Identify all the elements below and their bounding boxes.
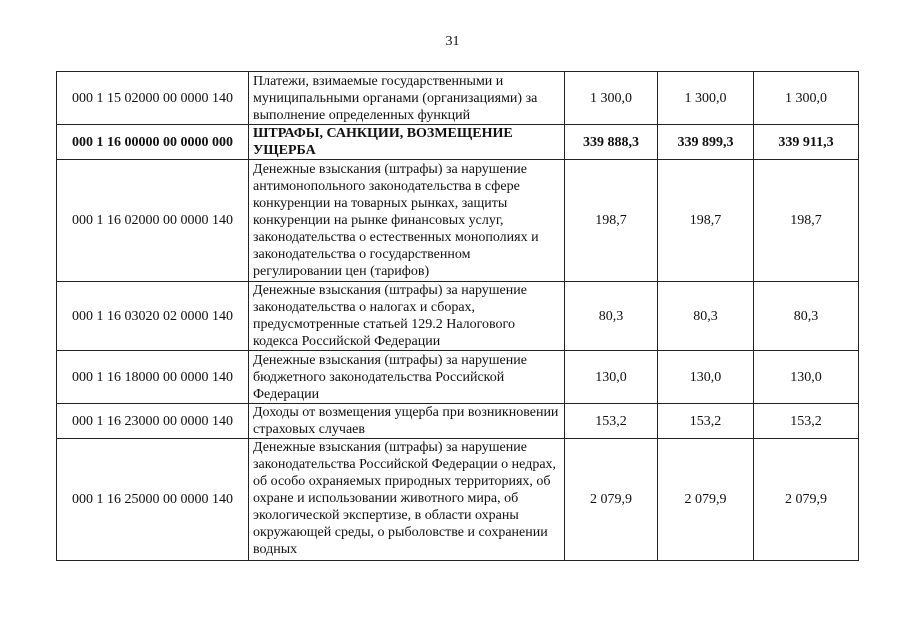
table-row [57, 282, 859, 351]
kbk-code-cell: 000 1 16 03020 02 0000 140 [57, 282, 249, 351]
description-cell [249, 439, 565, 561]
kbk-code-cell: 000 1 16 02000 00 0000 140 [57, 160, 249, 282]
amount-year2-cell: 1 300,0 [658, 72, 754, 125]
amount-year2-cell: 198,7 [658, 160, 754, 282]
kbk-code-cell: 000 1 16 00000 00 0000 000 [57, 125, 249, 160]
description-cell: Денежные взыскания (штрафы) за нарушение бюджетного законодательства Российской Федерации [249, 351, 565, 404]
description-cell: ШТРАФЫ, САНКЦИИ, ВОЗМЕЩЕНИЕ УЩЕРБА [249, 125, 565, 160]
table-row [57, 160, 859, 282]
amount-year2-cell: 339 899,3 [658, 125, 754, 160]
kbk-code-cell: 000 1 16 18000 00 0000 140 [57, 351, 249, 404]
description-cell: Денежные взыскания (штрафы) за нарушение антимонопольного законодательства в сфере конкуренции на товарных рынках, защиты конкуренции на рынке финансовых услуг, законодательства о естественных монополиях и законодательства о государственном регулировании цен (тарифов) [249, 160, 565, 282]
table-row [57, 351, 859, 404]
amount-year1-cell: 198,7 [565, 160, 658, 282]
amount-year3-cell: 130,0 [754, 351, 859, 404]
description-cell: Платежи, взимаемые государственными и муниципальными органами (организациями) за выполнение определенных функций [249, 72, 565, 125]
amount-year3-cell: 2 079,9 [754, 439, 859, 561]
amount-year1-cell: 153,2 [565, 404, 658, 439]
table-row [57, 72, 859, 125]
amount-year2-cell: 130,0 [658, 351, 754, 404]
kbk-code-cell: 000 1 15 02000 00 0000 140 [57, 72, 249, 125]
description-text: Денежные взыскания (штрафы) за нарушение законодательства Российской Федерации о недрах, об особо охраняемых природных территориях, об охране и использовании животного мира, об экологической экспертизе, в области охраны окружающей среды, о рыболовстве и сохранении водных [253, 440, 557, 557]
amount-year2-cell: 2 079,9 [658, 439, 754, 561]
budget-revenue-table [56, 71, 859, 561]
amount-year1-cell: 1 300,0 [565, 72, 658, 125]
description-cell: Денежные взыскания (штрафы) за нарушение законодательства о налогах и сборах, предусмотренные статьей 129.2 Налогового кодекса Российской Федерации [249, 282, 565, 351]
kbk-code-cell: 000 1 16 23000 00 0000 140 [57, 404, 249, 439]
table-row-truncated [57, 439, 859, 561]
amount-year1-cell: 2 079,9 [565, 439, 658, 561]
amount-year3-cell: 153,2 [754, 404, 859, 439]
amount-year1-cell: 80,3 [565, 282, 658, 351]
amount-year3-cell: 1 300,0 [754, 72, 859, 125]
amount-year2-cell: 153,2 [658, 404, 754, 439]
amount-year1-cell: 130,0 [565, 351, 658, 404]
table-row-section-total [57, 125, 859, 160]
table-row [57, 404, 859, 439]
page-number: 31 [445, 34, 460, 49]
amount-year3-cell: 80,3 [754, 282, 859, 351]
amount-year3-cell: 339 911,3 [754, 125, 859, 160]
description-cell: Доходы от возмещения ущерба при возникновении страховых случаев [249, 404, 565, 439]
amount-year1-cell: 339 888,3 [565, 125, 658, 160]
amount-year2-cell: 80,3 [658, 282, 754, 351]
amount-year3-cell: 198,7 [754, 160, 859, 282]
kbk-code-cell: 000 1 16 25000 00 0000 140 [57, 439, 249, 561]
